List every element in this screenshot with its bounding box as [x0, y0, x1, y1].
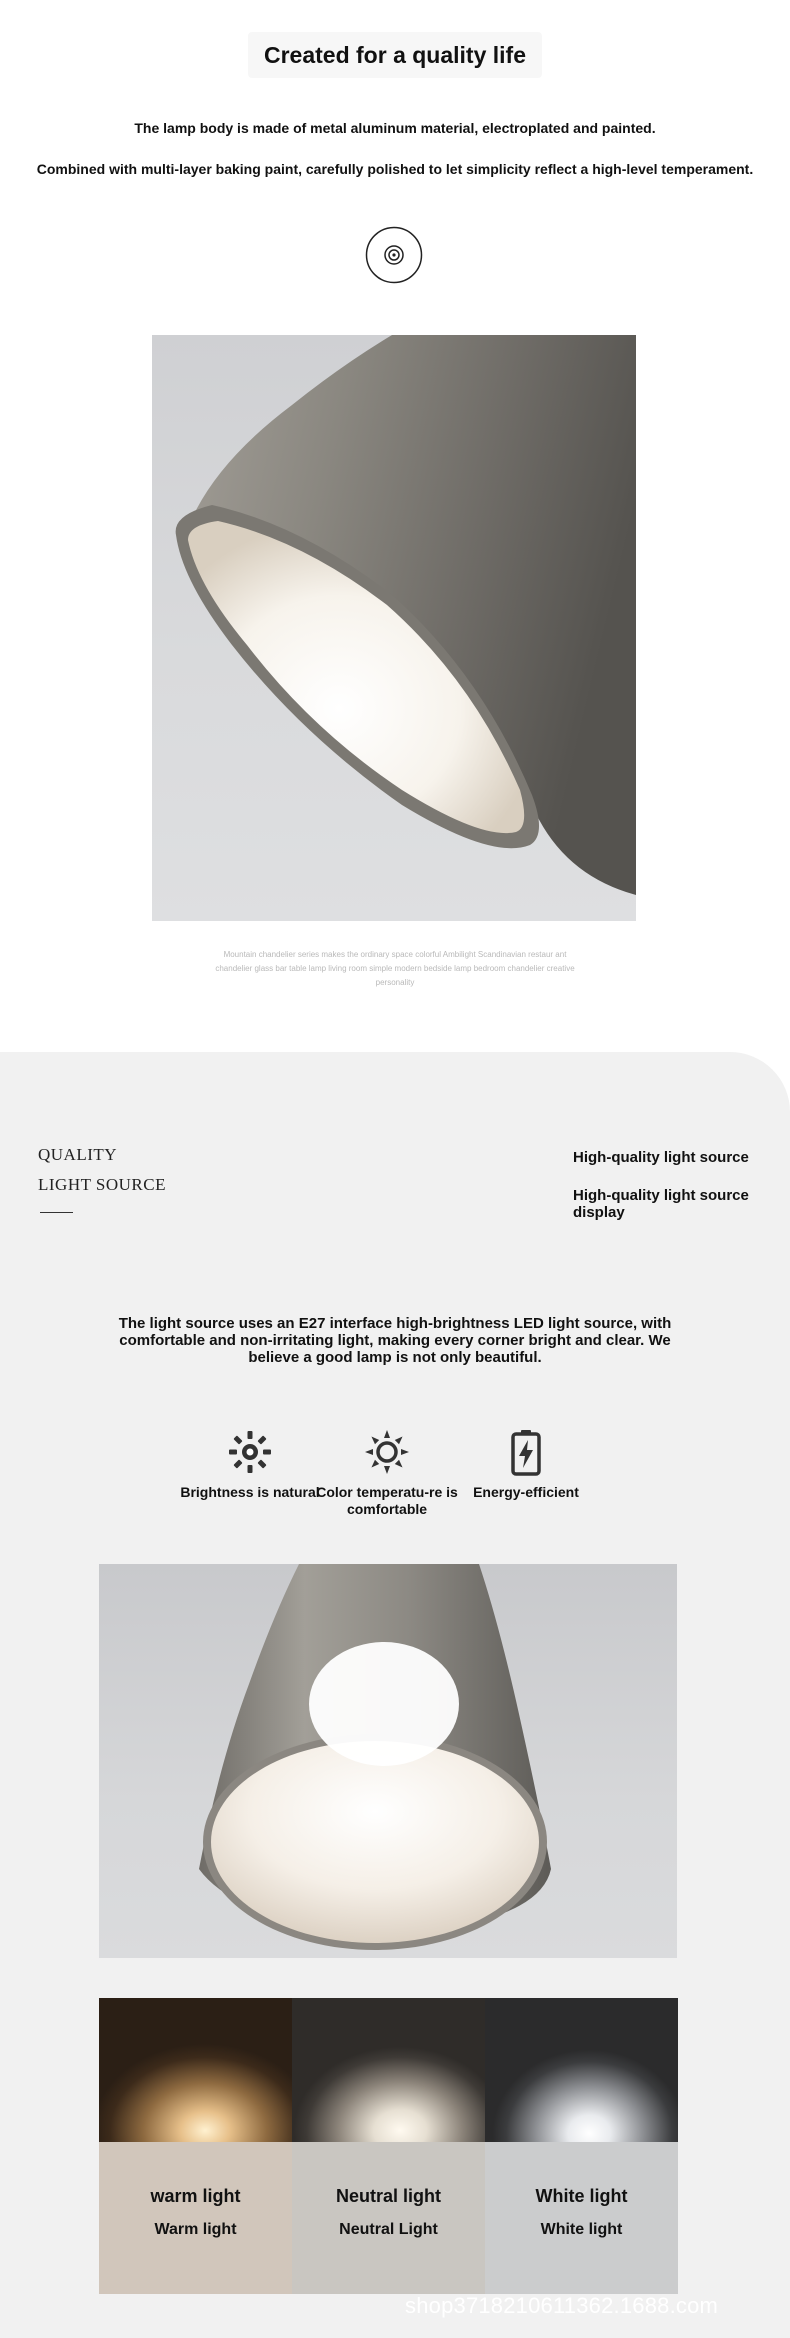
- feature-label: Energy-efficient: [473, 1484, 579, 1500]
- light-option-label-box: [99, 2142, 292, 2294]
- battery-icon: [502, 1428, 550, 1476]
- feature-brightness: [175, 1428, 325, 1501]
- light-option-name: Neutral light: [335, 2186, 441, 2206]
- photo-caption: Mountain chandelier series makes the ordinary space colorful Ambilight Scandinavian restaur ant chandelier glass bar table lamp living room simple modern bedside lamp bedroom chandelier creative personality: [215, 950, 575, 987]
- section-title-line-1: QUALITY: [38, 1145, 118, 1164]
- sun-icon: [363, 1428, 411, 1476]
- lamp-closeup-photo: [152, 335, 636, 921]
- lamp-bulb-photo: [99, 1564, 677, 1958]
- warm-light-swatch: [99, 1998, 292, 2142]
- section-title: [38, 1140, 238, 1200]
- brightness-icon: [226, 1428, 274, 1476]
- page-title: Created for a quality life: [248, 32, 542, 78]
- light-source-description: The light source uses an E27 interface high-brightness LED light source, with comfortable and non-irritating light, making every corner bright and clear. We believe a good lamp is not only beautiful.: [118, 1315, 672, 1366]
- target-circle-icon: [365, 226, 423, 284]
- light-option-label-box: [485, 2142, 678, 2294]
- light-option-name: warm light: [150, 2186, 241, 2206]
- intro-description-line-2: Combined with multi-layer baking paint, carefully polished to let simplicity reflect a high-level temperament.: [36, 161, 754, 177]
- white-light-swatch: [485, 1998, 678, 2142]
- light-option-neutral: [292, 1998, 485, 2294]
- light-source-heading: High-quality light source: [573, 1149, 749, 1166]
- light-option-name: White light: [535, 2186, 628, 2206]
- light-source-subheading: High-quality light source display: [573, 1187, 749, 1221]
- light-option-label-box: [292, 2142, 485, 2294]
- feature-label: Brightness is natural: [180, 1484, 320, 1500]
- light-option-label: Neutral Light: [339, 2221, 438, 2238]
- intro-description-line-1: The lamp body is made of metal aluminum material, electroplated and painted.: [134, 120, 656, 136]
- light-option-label: Warm light: [154, 2221, 237, 2238]
- section-title-line-2: LIGHT SOURCE: [38, 1175, 166, 1194]
- light-option-warm: [99, 1998, 292, 2294]
- light-option-white: [485, 1998, 678, 2294]
- feature-energy-efficient: [451, 1428, 601, 1501]
- feature-label: Color temperatu-re is comfortable: [316, 1484, 458, 1517]
- feature-color-temperature: [312, 1428, 462, 1518]
- light-option-label: White light: [540, 2221, 623, 2238]
- title-underline: [40, 1212, 73, 1213]
- neutral-light-swatch: [292, 1998, 485, 2142]
- shop-watermark: shop3718210611362.1688.com: [405, 2293, 719, 2318]
